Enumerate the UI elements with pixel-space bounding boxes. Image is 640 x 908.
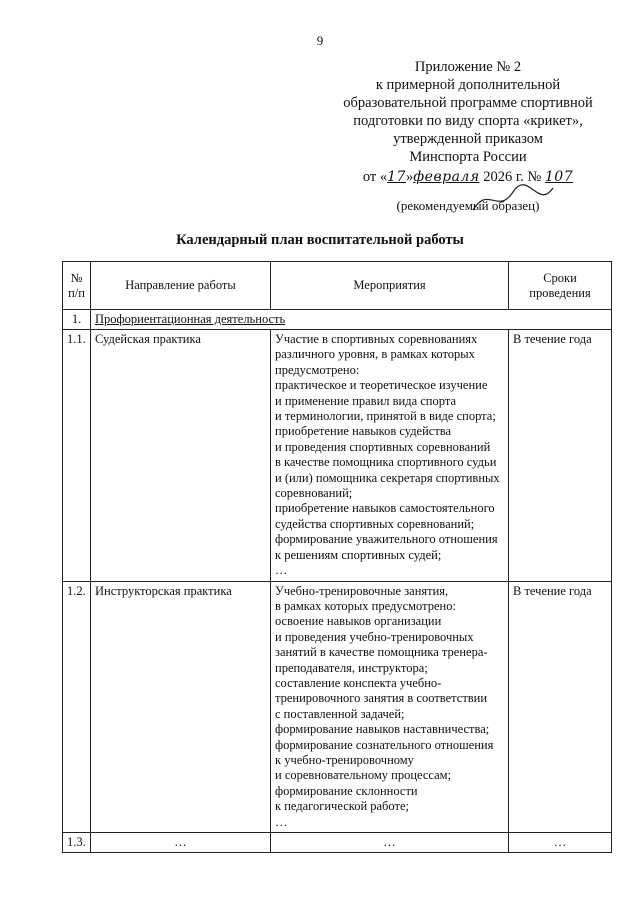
appendix-line: утвержденной приказом — [393, 131, 543, 147]
event-line: и проведения учебно-тренировочных — [275, 629, 474, 644]
row-events — [271, 330, 509, 582]
order-number: 107 — [544, 169, 574, 185]
event-line: практическое и теоретическое изучение — [275, 378, 488, 393]
event-line: составление конспекта учебно- — [275, 675, 442, 690]
row-events: … — [271, 833, 509, 853]
table-row — [63, 330, 612, 582]
event-line: Учебно-тренировочные занятия, — [275, 583, 449, 598]
table-row — [63, 581, 612, 833]
event-line: соревнований; — [275, 486, 353, 501]
appendix-line: Минспорта России — [409, 149, 527, 165]
header-number: № п/п — [63, 262, 91, 310]
event-line: и применение правил вида спорта — [275, 393, 456, 408]
date-mid: » — [405, 169, 414, 185]
event-line: освоение навыков организации — [275, 614, 442, 629]
page-number: 9 — [316, 33, 324, 48]
event-line: к учебно-тренировочному — [275, 752, 414, 767]
event-line: формирование склонности — [275, 783, 418, 798]
header-events: Мероприятия — [271, 262, 509, 310]
row-direction: Судейская практика — [91, 330, 271, 582]
row-number: 1.1. — [63, 330, 91, 582]
event-line: занятий в качестве помощника тренера- — [275, 645, 488, 660]
event-line: и проведения спортивных соревнований — [275, 439, 491, 454]
event-line: … — [275, 814, 288, 829]
section-row — [63, 310, 612, 330]
event-line: к решениям спортивных судей; — [275, 547, 442, 562]
appendix-line: подготовки по виду спорта «крикет», — [353, 113, 583, 129]
event-line: и терминологии, принятой в виде спорта; — [275, 409, 496, 424]
event-line: в качестве помощника спортивного судьи — [275, 455, 497, 470]
row-period: … — [509, 833, 612, 853]
row-direction: … — [91, 833, 271, 853]
event-line: и (или) помощника секретаря спортивных — [275, 470, 500, 485]
sample-note: (рекомендуемый образец) — [396, 198, 540, 213]
date-year: 2026 г. № — [479, 169, 545, 185]
header-direction: Направление работы — [91, 262, 271, 310]
row-period: В течение года — [509, 581, 612, 833]
document-title: Календарный план воспитательной работы — [176, 232, 464, 248]
event-line: и соревновательному процессам; — [275, 768, 452, 783]
row-direction: Инструкторская практика — [91, 581, 271, 833]
event-line: формирование уважительного отношения — [275, 532, 498, 547]
event-line: судейства спортивных соревнований; — [275, 516, 475, 531]
event-line: тренировочного занятия в соответствии — [275, 691, 488, 706]
event-line: Участие в спортивных соревнованиях — [275, 332, 478, 346]
event-line: … — [275, 563, 288, 578]
appendix-line: Приложение № 2 — [414, 59, 522, 75]
event-line: различного уровня, в рамках которых — [275, 347, 475, 362]
date-day: 17 — [387, 169, 406, 185]
event-line: преподавателя, инструктора; — [275, 660, 428, 675]
plan-table — [62, 261, 612, 853]
event-line: предусмотрено: — [275, 362, 360, 377]
header-period: Сроки проведения — [509, 262, 612, 310]
section-title: Профориентационная деятельность — [91, 310, 612, 330]
row-period: В течение года — [509, 330, 612, 582]
event-line: в рамках которых предусмотрено: — [275, 598, 456, 613]
event-line: формирование сознательного отношения — [275, 737, 494, 752]
event-line: формирование навыков наставничества; — [275, 722, 490, 737]
table-header-row — [63, 262, 612, 310]
event-line: к педагогической работе; — [275, 799, 409, 814]
row-number: 1.3. — [63, 833, 91, 853]
event-line: приобретение навыков самостоятельного — [275, 501, 495, 516]
date-prefix: от « — [362, 169, 388, 185]
section-number: 1. — [63, 310, 91, 330]
appendix-line: образовательной программе спортивной — [343, 95, 593, 111]
table-row — [63, 833, 612, 853]
row-events — [271, 581, 509, 833]
event-line: приобретение навыков судейства — [275, 424, 452, 439]
row-number: 1.2. — [63, 581, 91, 833]
appendix-line: к примерной дополнительной — [375, 77, 561, 93]
appendix-block — [318, 58, 618, 186]
event-line: с поставленной задачей; — [275, 706, 405, 721]
date-month: февраля — [413, 169, 480, 185]
